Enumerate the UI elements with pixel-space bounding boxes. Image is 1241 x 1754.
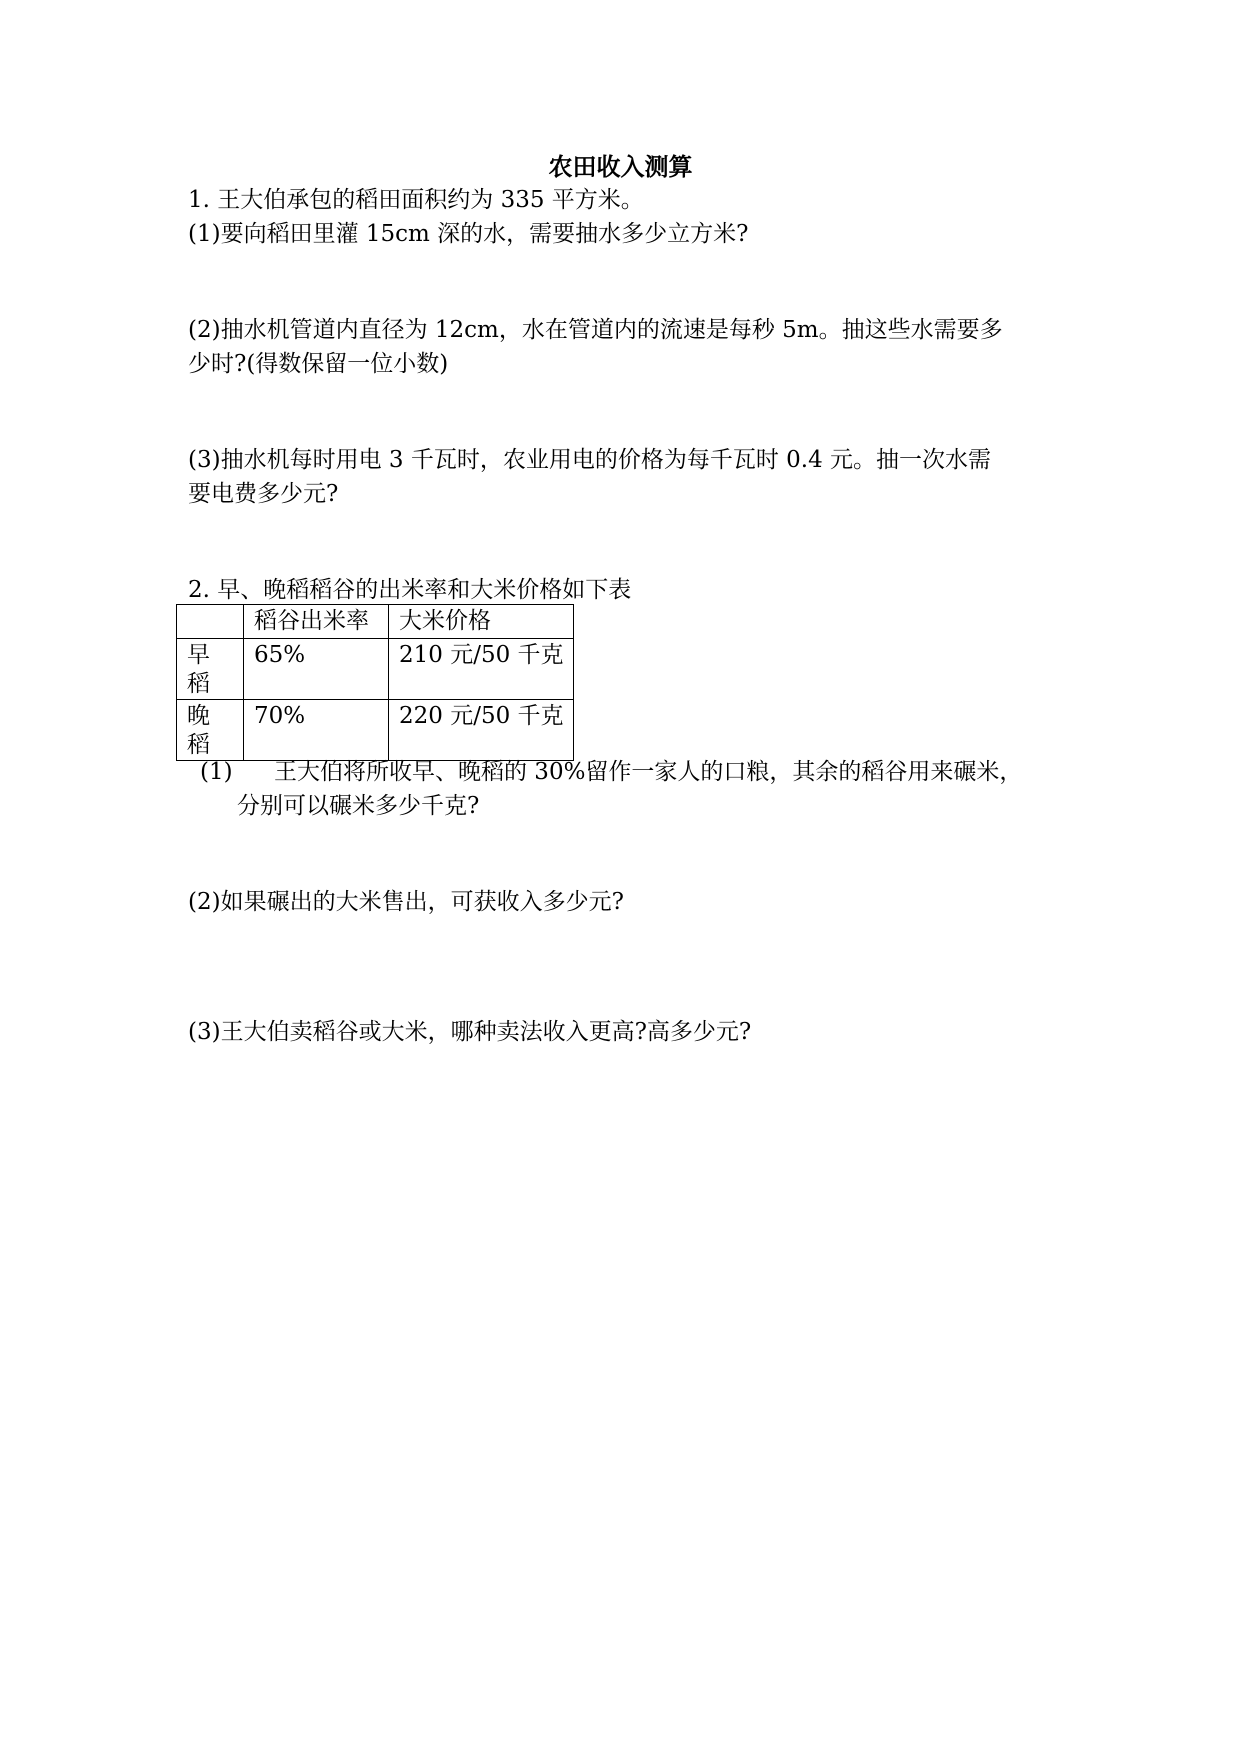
question-2-part-1-line-2: 分别可以碾米多少千克? <box>237 793 480 819</box>
question-1-part-2-line-1: (2)抽水机管道内直径为 12cm，水在管道内的流速是每秒 5m。抽这些水需要多 <box>188 317 1003 343</box>
table-header-cell: 大米价格 <box>389 605 574 639</box>
table-cell: 220 元/50 千克 <box>389 700 574 761</box>
question-2-part-1-line-1 <box>200 756 1022 788</box>
page-title: 农田收入测算 <box>548 152 693 181</box>
question-1-part-2-line-2: 少时?(得数保留一位小数) <box>188 351 449 377</box>
table-row <box>177 639 574 700</box>
table-cell-row-label: 早稻 <box>177 639 244 700</box>
question-2-part-3: (3)王大伯卖稻谷或大米，哪种卖法收入更高?高多少元? <box>188 1019 752 1045</box>
question-2-part-1-number: (1) <box>200 759 233 785</box>
table-header-cell <box>177 605 244 639</box>
question-2-part-2: (2)如果碾出的大米售出，可获收入多少元? <box>188 889 624 915</box>
rice-table <box>176 604 574 761</box>
table-cell: 70% <box>244 700 389 761</box>
question-1-stem: 1. 王大伯承包的稻田面积约为 335 平方米。 <box>188 187 644 213</box>
table-header-cell: 稻谷出米率 <box>244 605 389 639</box>
table-cell: 210 元/50 千克 <box>389 639 574 700</box>
question-2-part-1-text: 王大伯将所收早、晚稻的 30%留作一家人的口粮，其余的稻谷用来碾米， <box>274 759 1023 785</box>
question-1-part-3-line-1: (3)抽水机每时用电 3 千瓦时，农业用电的价格为每千瓦时 0.4 元。抽一次水需 <box>188 447 992 473</box>
table-cell-row-label: 晚稻 <box>177 700 244 761</box>
question-1-part-1: (1)要向稻田里灌 15cm 深的水，需要抽水多少立方米? <box>188 221 749 247</box>
table-cell: 65% <box>244 639 389 700</box>
table-header-row <box>177 605 574 639</box>
question-2-stem: 2. 早、晚稻稻谷的出米率和大米价格如下表 <box>188 577 632 603</box>
table-row <box>177 700 574 761</box>
question-1-part-3-line-2: 要电费多少元? <box>188 481 339 507</box>
